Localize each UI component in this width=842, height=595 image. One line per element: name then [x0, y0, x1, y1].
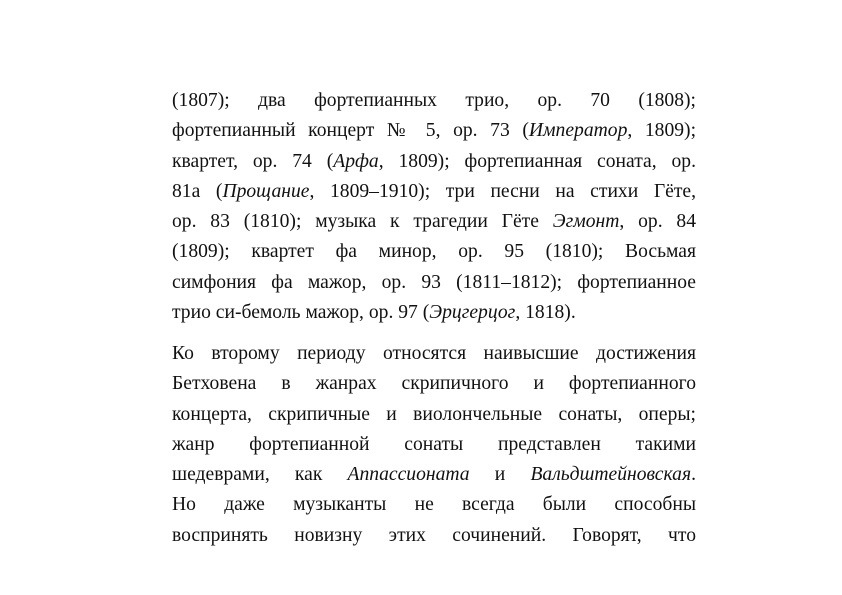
text-line: фортепианный концерт № 5, ор. 73 (Император, 1809);: [172, 120, 697, 142]
text-line: квартет, ор. 74 (Арфа, 1809); фортепианная соната, ор.: [172, 150, 696, 172]
text-line: шедеврами, как Аппассионата и Вальдштейновская.: [172, 464, 696, 486]
text-line: жанр фортепианной сонаты представлен такими: [172, 433, 696, 455]
text-line: воспринять новизну этих сочинений. Говорят, что: [172, 524, 696, 546]
text-line: Ко второму периоду относятся наивысшие достижения: [172, 343, 696, 364]
text-line: Бетховена в жанрах скрипичного и фортепианного: [172, 373, 696, 395]
text-line: трио си-бемоль мажор, ор. 97 (Эрцгерцог, 1818).: [172, 302, 576, 324]
text-line: (1809); квартет фа минор, ор. 95 (1810); Восьмая: [172, 241, 696, 263]
text-line: 81а (Прощание, 1809–1910); три песни на стихи Гёте,: [172, 180, 697, 202]
paragraph-works-list: [172, 86, 696, 328]
text-line: (1807); два фортепианных трио, ор. 70 (1808);: [172, 90, 696, 111]
text-line: Но даже музыканты не всегда были способны: [172, 494, 696, 516]
text-line: симфония фа мажор, ор. 93 (1811–1812); фортепианное: [172, 271, 696, 293]
text-line: ор. 83 (1810); музыка к трагедии Гёте Эгмонт, ор. 84: [172, 211, 696, 233]
paragraph-second-period: [172, 339, 696, 551]
text-line: концерта, скрипичные и виолончельные сонаты, оперы;: [172, 403, 696, 425]
